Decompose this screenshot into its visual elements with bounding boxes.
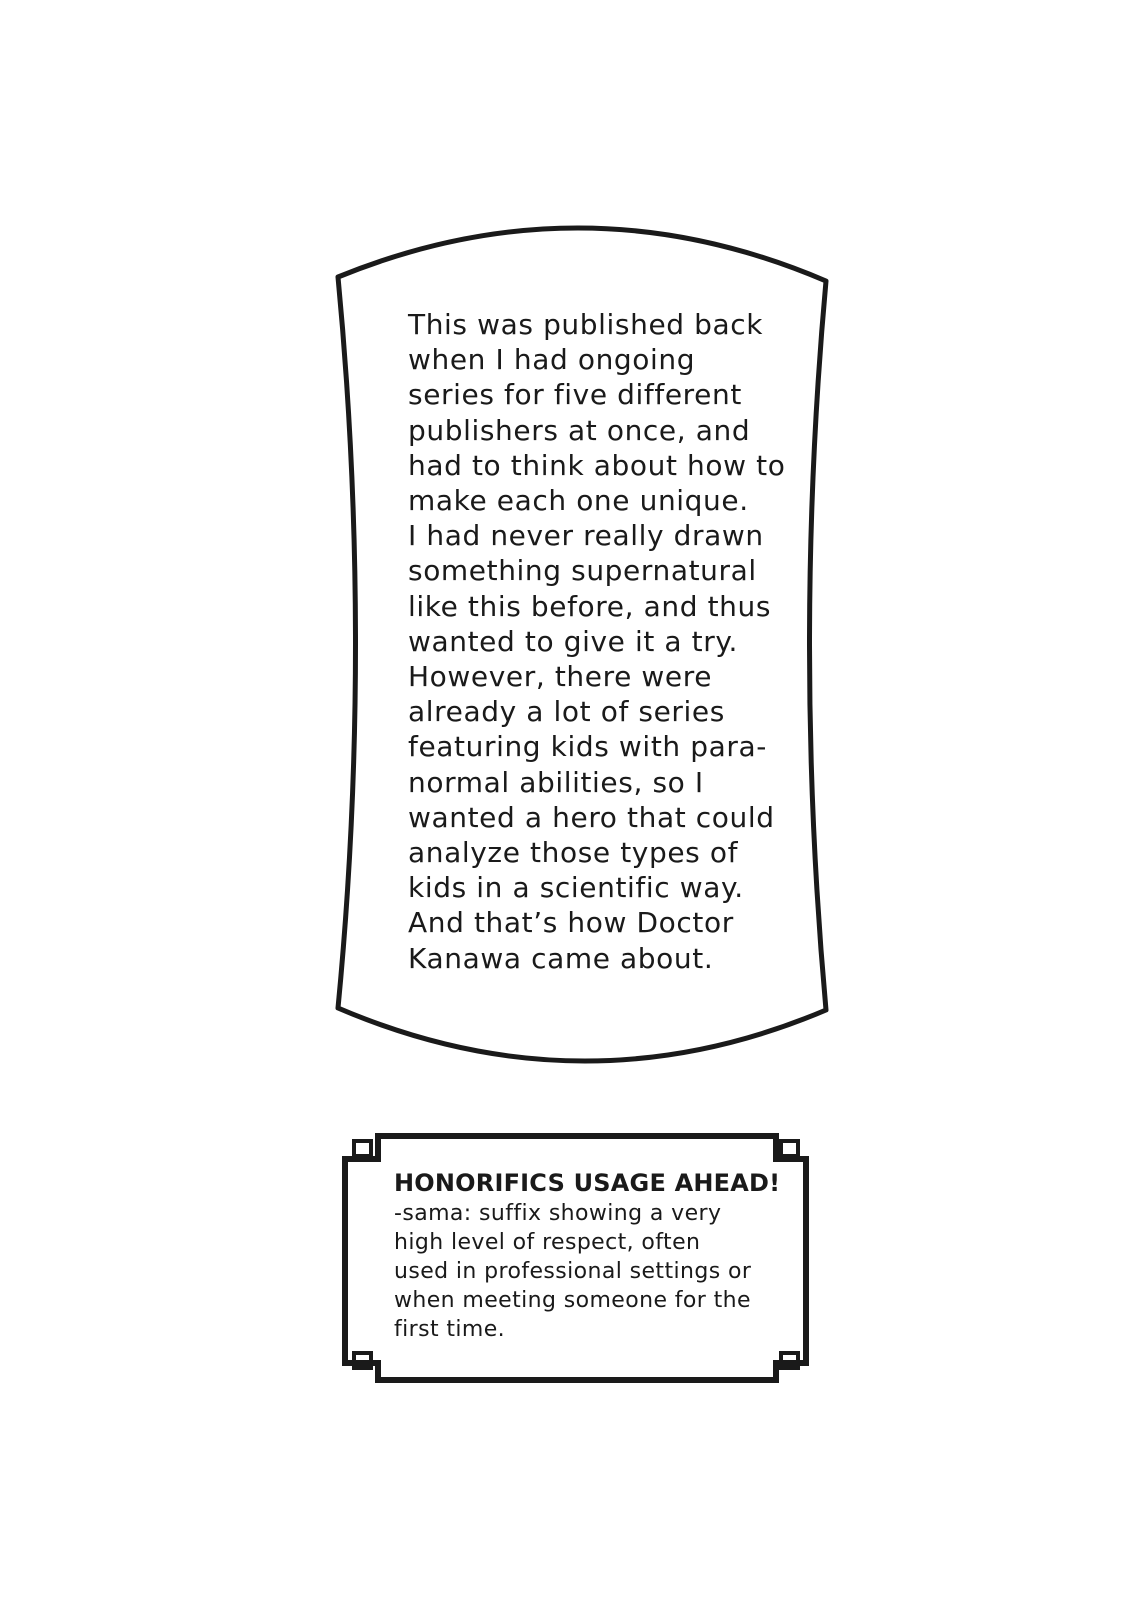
author-note-line: This was published back <box>408 308 764 341</box>
corner-ornament-top-left <box>354 1141 371 1156</box>
honorifics-line: used in professional settings or <box>394 1259 752 1284</box>
corner-ornament-top-right <box>781 1141 798 1156</box>
author-note-line: analyze those types of <box>408 836 739 870</box>
author-note-line: series for five different <box>408 378 742 412</box>
author-note-line: had to think about how to <box>408 448 786 482</box>
author-note-line: when I had ongoing <box>408 343 696 377</box>
author-note-line: kids in a scientific way. <box>408 871 744 905</box>
author-note-line: make each one unique. <box>408 484 749 518</box>
honorifics-title: HONORIFICS USAGE AHEAD! <box>394 1169 781 1197</box>
honorifics-line: when meeting someone for the <box>394 1288 751 1313</box>
honorifics-line: -sama: suffix showing a very <box>394 1201 722 1226</box>
author-note-line: already a lot of series <box>408 695 725 729</box>
honorifics-note <box>394 1167 794 1344</box>
author-note-line: However, there were <box>408 660 713 694</box>
author-note-line: normal abilities, so I <box>408 765 704 799</box>
honorifics-line: first time. <box>394 1317 506 1342</box>
author-note-line: like this before, and thus <box>408 589 772 623</box>
honorifics-line: high level of respect, often <box>394 1230 701 1255</box>
author-note-line: wanted to give it a try. <box>408 624 739 658</box>
author-note-line: publishers at once, and <box>408 413 751 447</box>
author-note-line: something supernatural <box>408 554 757 588</box>
author-note-line: featuring kids with para- <box>408 730 767 764</box>
author-note <box>408 307 808 976</box>
author-note-line: Kanawa came about. <box>408 941 714 975</box>
author-note-line: I had never really drawn <box>408 519 764 553</box>
author-note-line: wanted a hero that could <box>408 800 775 834</box>
author-note-line: And that’s how Doctor <box>408 906 734 940</box>
